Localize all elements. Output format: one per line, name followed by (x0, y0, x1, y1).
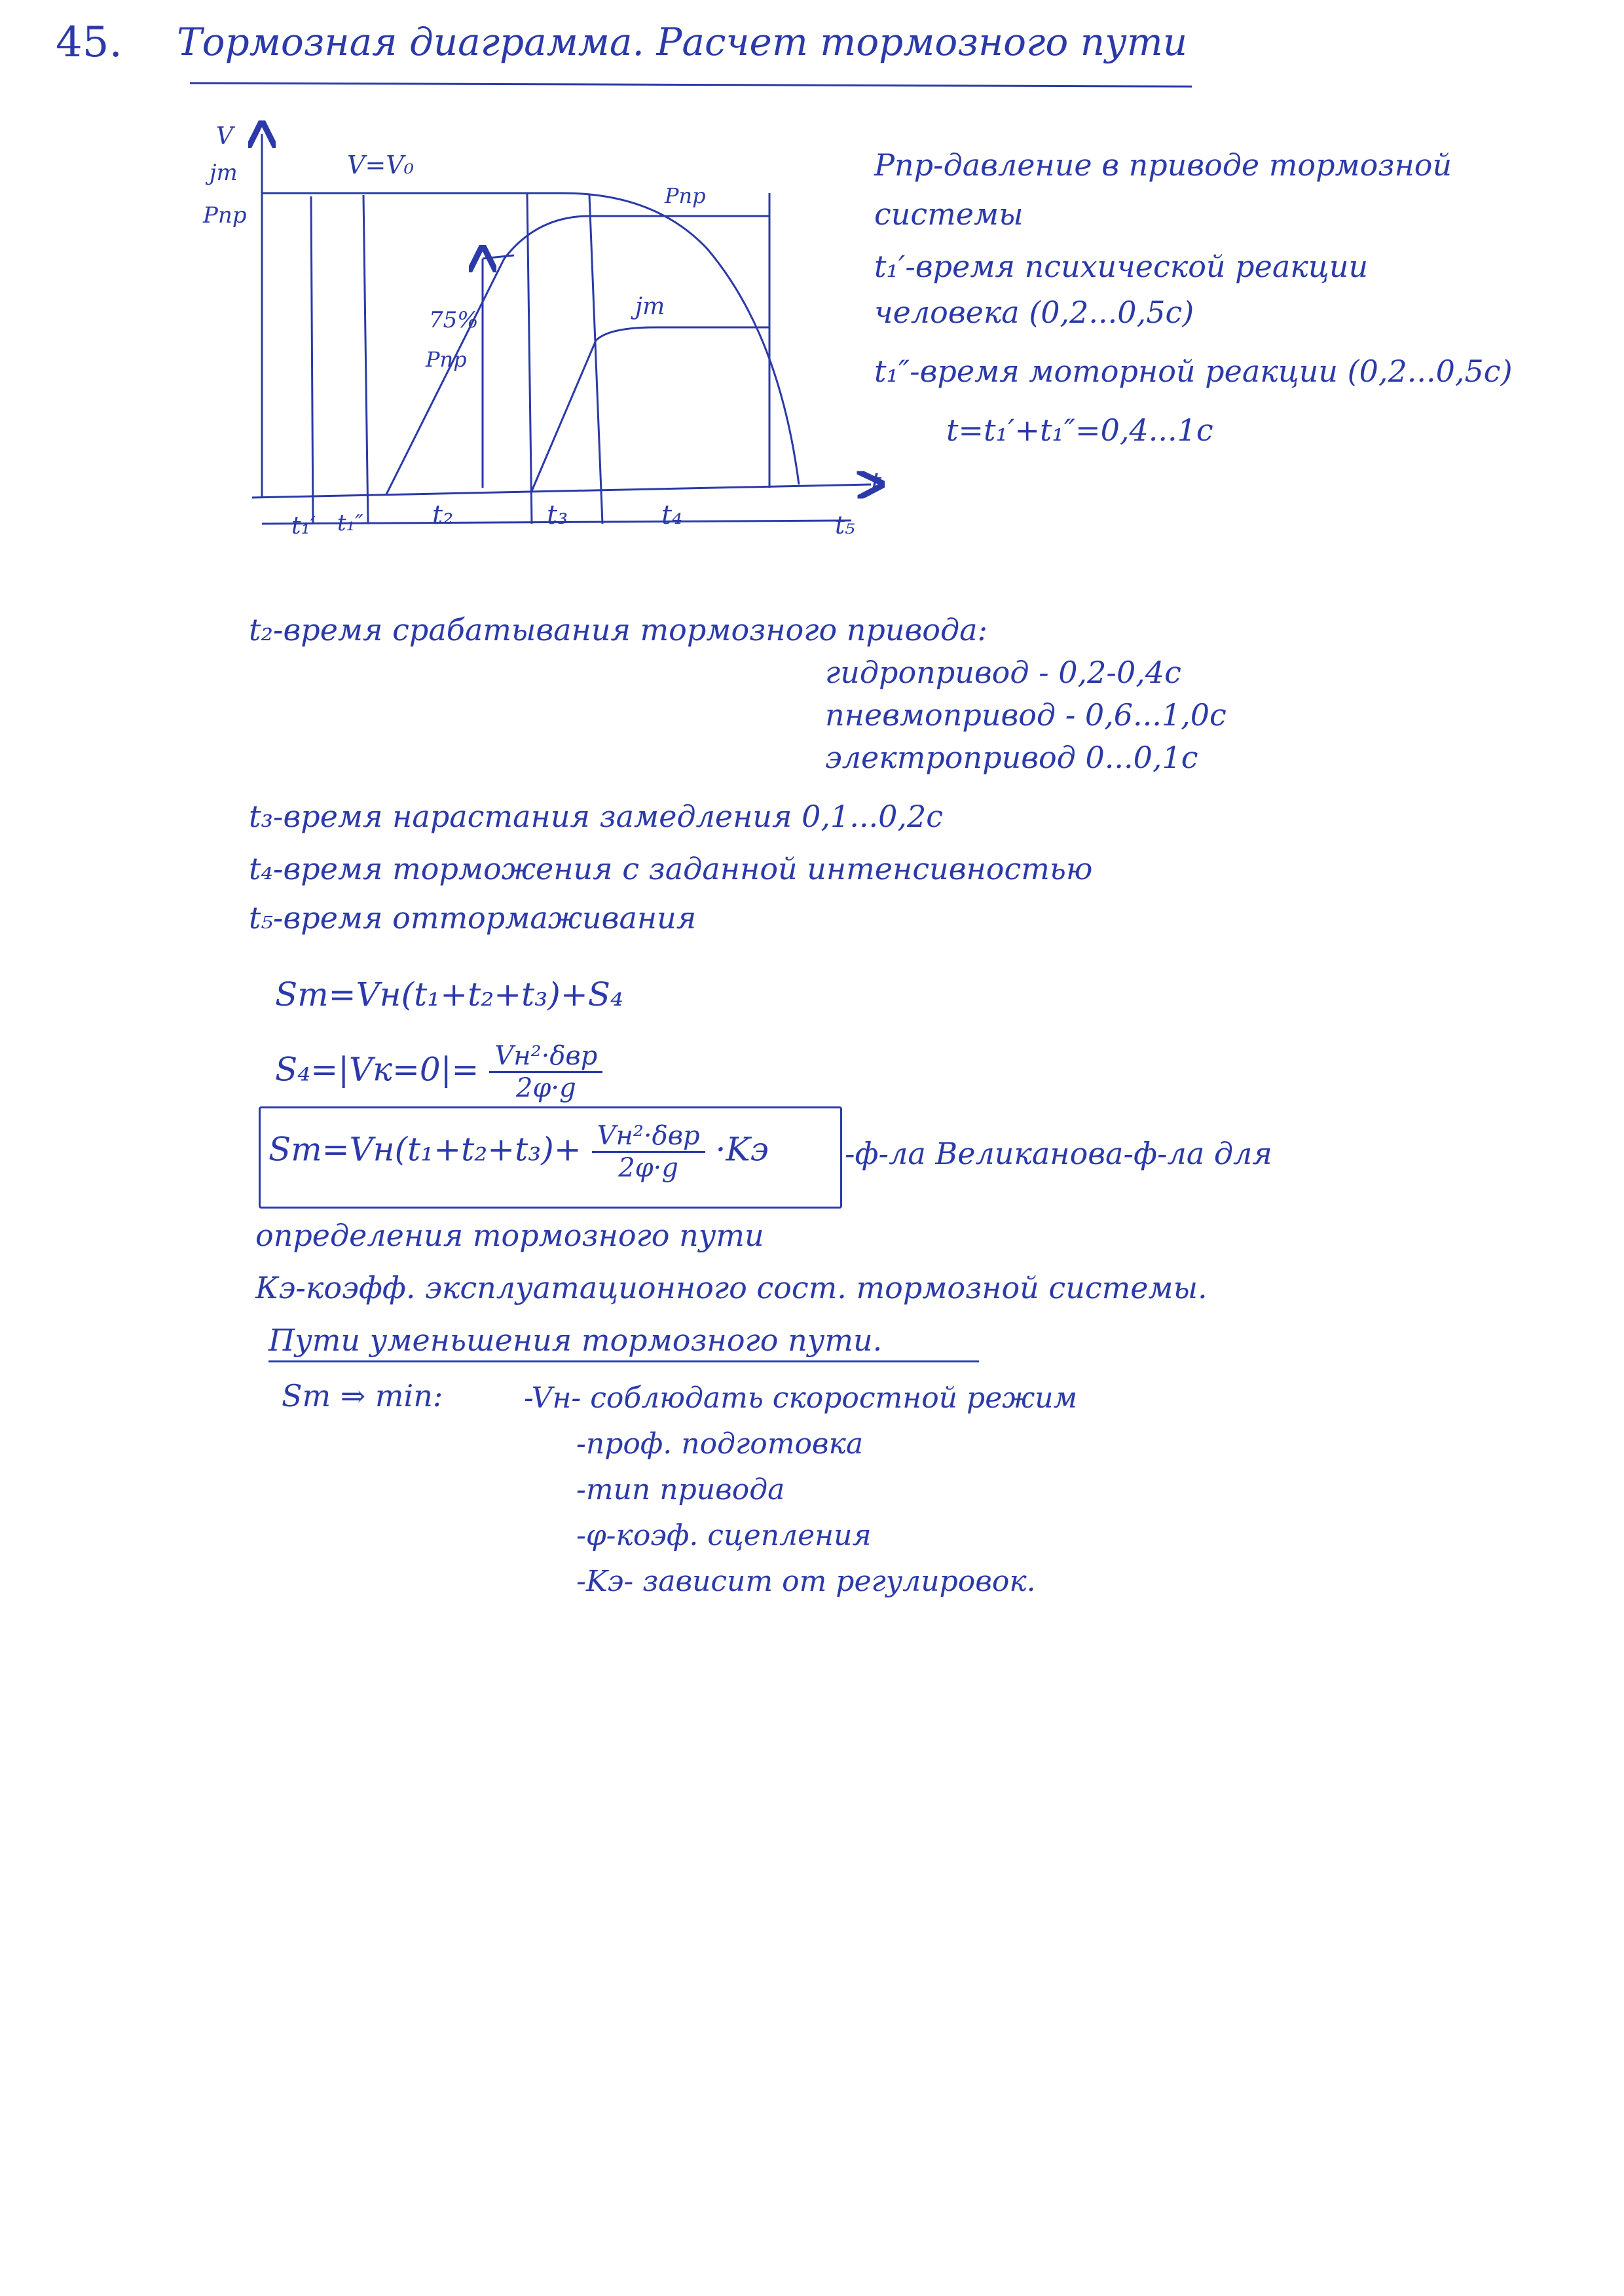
page-number: 45. (56, 18, 122, 67)
formula-s4-left: S₄=|Vк=0|= (275, 1050, 479, 1089)
note-total-reaction: t=t₁′+t₁″=0,4...1с (946, 412, 1213, 448)
note-t4: t₄-время торможения с заданной интенсивностью (249, 851, 1093, 886)
interval-t1pp: t₁″ (337, 510, 363, 536)
note-t1-prime-cont: человека (0,2...0,5с) (874, 295, 1194, 330)
note-hydro: гидропривод - 0,2-0,4с (825, 655, 1181, 690)
y-label-p: Pпр (203, 202, 247, 228)
way-drive-type: -тип привода (576, 1473, 785, 1506)
note-t2: t₂-время срабатывания тормозного привода: (249, 612, 988, 647)
formula-velikanov-left: Sт=Vн(t₁+t₂+t₃)+ (268, 1130, 581, 1169)
note-ke: Кэ-коэфф. эксплуатационного сост. тормозной системы. (255, 1270, 1208, 1305)
y-label-j: jт (210, 160, 238, 186)
formula-velikanov-denominator: 2φ·g (618, 1153, 678, 1183)
note-electro: электропривод 0...0,1с (825, 740, 1198, 775)
v-const-label: V=V₀ (347, 151, 414, 179)
section-ways-heading: Пути уменьшения тормозного пути. (268, 1322, 883, 1358)
interval-t2: t₂ (432, 500, 454, 530)
formula-velikanov-caption: -ф-ла Великанова-ф-ла для (845, 1136, 1272, 1171)
note-pneumo: пневмопривод - 0,6...1,0с (825, 697, 1227, 733)
formula-s4 (275, 1041, 602, 1103)
percent-sub-label: Pпр (426, 347, 467, 372)
formula-s4-denominator: 2φ·g (515, 1073, 576, 1103)
formula-s4-fraction (489, 1041, 602, 1103)
note-t3: t₃-время нарастания замедления 0,1...0,2с (249, 799, 944, 834)
interval-t4: t₄ (661, 500, 683, 530)
page-title: Тормозная диаграмма. Расчет тормозного пути (177, 20, 1188, 64)
formula-velikanov (268, 1121, 769, 1183)
formula-st: Sт=Vн(t₁+t₂+t₃)+S₄ (275, 975, 624, 1013)
ways-heading-underline (268, 1360, 979, 1362)
formula-velikanov-ke: ·Kэ (715, 1130, 769, 1169)
title-underline (190, 82, 1192, 87)
note-t5: t₅-время оттормаживания (249, 900, 697, 936)
x-axis (252, 484, 871, 498)
way-friction: -φ-коэф. сцепления (576, 1519, 872, 1552)
formula-velikanov-numerator: Vн²·δвр (592, 1121, 705, 1153)
note-pressure: Pпр-давление в приводе тормозной (874, 147, 1452, 183)
formula-velikanov-caption-cont: определения тормозного пути (255, 1218, 764, 1253)
j-curve-label: jт (635, 293, 665, 320)
deceleration-curve (532, 327, 769, 491)
p-curve-label: Pпр (665, 183, 706, 208)
note-pressure-cont: системы (874, 196, 1024, 232)
interval-t3: t₃ (547, 500, 568, 530)
note-t1-prime: t₁′-время психической реакции (874, 249, 1369, 284)
braking-diagram (196, 118, 917, 563)
formula-velikanov-fraction (592, 1121, 705, 1183)
percent-label: 75% (429, 307, 479, 333)
interval-t5: t₅ (835, 511, 855, 539)
way-speed: -Vн- соблюдать скоростной режим (524, 1381, 1078, 1415)
formula-s4-numerator: Vн²·δвр (489, 1041, 602, 1073)
note-t1-double: t₁″-время моторной реакции (0,2...0,5с) (874, 354, 1513, 389)
way-ke: -Kэ- зависит от регулировок. (576, 1565, 1036, 1598)
way-training: -проф. подготовка (576, 1427, 864, 1461)
y-label-v: V (216, 123, 233, 150)
interval-t1p: t₁′ (291, 513, 316, 539)
x-axis-label: t (871, 467, 882, 498)
st-min: Sт ⇒ min: (282, 1378, 443, 1413)
